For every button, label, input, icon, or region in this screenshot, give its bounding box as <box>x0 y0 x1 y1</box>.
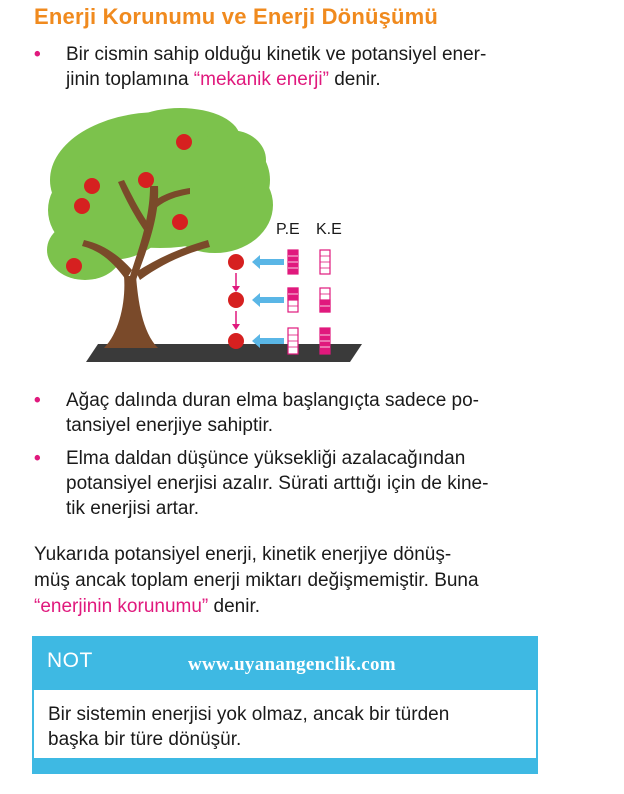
note-body <box>32 690 538 758</box>
intro-text <box>66 42 571 92</box>
bullet-marker: • <box>34 44 41 65</box>
apple-tree-illustration <box>40 100 370 370</box>
intro-line-1: Bir cismin sahip olduğu kinetik ve potansiyel ener- <box>66 44 487 65</box>
intro-line-2: jinin toplamına “mekanik enerji” denir. <box>66 69 381 90</box>
energy-bars <box>288 250 330 354</box>
note-text: Bir sistemin enerjisi yok olmaz, ancak bir türden başka bir türe dönüşür. <box>48 704 450 750</box>
bullet-text: Elma daldan düşünce yüksekliği azalacağından potansiyel enerjisi azalır. Sürati arttığı için de kine- tik enerjisi artar. <box>66 448 489 519</box>
note-header <box>32 636 538 690</box>
watermark-text: www.uyanangenclik.com <box>188 654 396 675</box>
bullet-text: Ağaç dalında duran elma başlangıçta sadece po- tansiyel enerjiye sahiptir. <box>66 390 479 436</box>
bullet-marker: • <box>34 448 41 469</box>
energy-arrows <box>252 255 284 348</box>
note-footer <box>32 758 538 774</box>
ke-label: K.E <box>316 221 342 238</box>
note-label: NOT <box>47 649 93 672</box>
note-box <box>32 636 538 774</box>
conservation-paragraph: Yukarıda potansiyel enerji, kinetik enerjiye dönüş- müş ancak toplam enerji miktarı değişmemiştir. Buna “enerjinin korunumu” denir. <box>34 544 479 617</box>
mechanical-energy-term: “mekanik enerji” <box>193 69 329 90</box>
conservation-term: “enerjinin korunumu” <box>34 596 209 617</box>
falling-apples <box>228 254 244 349</box>
bullet-marker: • <box>34 390 41 411</box>
tree-canopy <box>47 108 273 280</box>
page-title: Enerji Korunumu ve Enerji Dönüşümü <box>34 4 439 29</box>
pe-label: P.E <box>276 221 300 238</box>
